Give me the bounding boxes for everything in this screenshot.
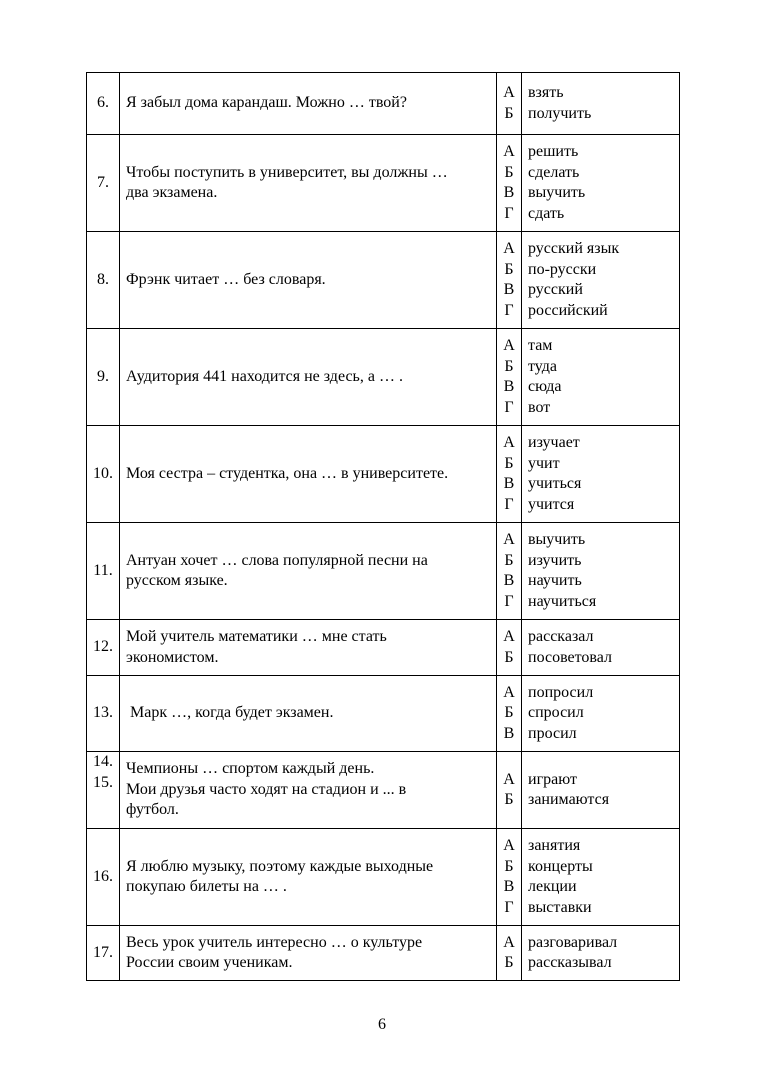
question-text-line: Весь урок учитель интересно … о культуре (126, 933, 423, 951)
answer-option: учится (528, 495, 575, 513)
option-letter: А (503, 837, 515, 854)
answer-option: сдать (528, 204, 565, 222)
option-letter: В (503, 281, 515, 298)
option-letter: А (503, 628, 515, 645)
option-letter: А (503, 240, 515, 257)
answer-option: играют (528, 770, 577, 788)
option-letters-cell (497, 329, 522, 426)
question-row (87, 232, 680, 329)
question-number: 11. (93, 561, 113, 579)
page-number: 6 (378, 1016, 386, 1033)
option-letter: Г (504, 495, 514, 513)
question-text-cell (120, 926, 497, 981)
option-letter: Г (504, 398, 514, 416)
question-number: 7. (97, 173, 109, 191)
option-letter: Г (504, 592, 514, 610)
question-text-line: Чтобы поступить в университет, вы должны … (126, 163, 448, 181)
question-text-cell (120, 232, 497, 329)
option-letter: Б (504, 357, 514, 375)
question-text-line: Мои друзья часто ходят на стадион и ... в (126, 780, 407, 798)
question-number: 16. (93, 867, 113, 885)
option-letter: Б (504, 163, 514, 181)
question-number-cell (87, 926, 120, 981)
option-letters-cell (497, 232, 522, 329)
answer-option: научиться (528, 592, 597, 610)
question-number: 14. (93, 753, 113, 770)
question-number: 6. (97, 94, 109, 112)
question-text-line: два экзамена. (126, 184, 218, 201)
answer-option: изучить (528, 551, 582, 569)
question-text-cell (120, 426, 497, 523)
option-letter: А (503, 770, 515, 788)
answer-option: рассказывал (528, 954, 612, 971)
answer-option: там (528, 337, 553, 354)
test-rows (87, 73, 680, 981)
question-text-cell (120, 523, 497, 620)
answer-option: разговаривал (528, 933, 618, 951)
option-letters-cell (497, 426, 522, 523)
question-text-line: Я забыл дома карандаш. Можно … твой? (126, 94, 407, 112)
answer-option: выучить (528, 184, 586, 201)
answer-options-cell (522, 135, 680, 232)
option-letter: В (503, 475, 515, 492)
answer-option: сюда (528, 378, 562, 395)
answer-option: взять (528, 84, 564, 101)
question-text-line: России своим ученикам. (126, 954, 293, 971)
option-letters-cell (497, 752, 522, 829)
answer-option: русский (528, 281, 583, 298)
question-text-line: Моя сестра – студентка, она … в университете. (126, 464, 449, 482)
option-letters-cell (497, 926, 522, 981)
answer-option: концерты (528, 857, 593, 875)
answer-option: спросил (528, 704, 584, 722)
option-letter: А (503, 434, 515, 451)
answer-options-cell (522, 523, 680, 620)
question-text-line: Аудитория 441 находится не здесь, а … . (126, 367, 403, 385)
question-text-line: экономистом. (126, 648, 219, 666)
question-text-line: Фрэнк читает … без словаря. (126, 270, 326, 288)
answer-option: выучить (528, 531, 586, 548)
option-letter: Б (504, 704, 514, 722)
question-number-cell (87, 135, 120, 232)
option-letter: Б (504, 260, 514, 278)
question-number-cell (87, 829, 120, 926)
answer-option: просил (528, 724, 577, 742)
option-letters-cell (497, 523, 522, 620)
question-number-cell (87, 232, 120, 329)
question-number-cell (87, 523, 120, 620)
answer-option: изучает (528, 434, 580, 451)
option-letter: В (503, 572, 515, 589)
option-letters-cell (497, 620, 522, 676)
answer-options-cell (522, 752, 680, 829)
question-row (87, 73, 680, 135)
question-number: 8. (97, 270, 109, 288)
answer-option: сделать (528, 163, 580, 181)
question-text-cell (120, 329, 497, 426)
question-row (87, 752, 680, 829)
question-number: 17. (93, 943, 113, 961)
question-row (87, 523, 680, 620)
option-letters-cell (497, 829, 522, 926)
question-row (87, 926, 680, 981)
question-text-line: русском языке. (126, 572, 228, 589)
answer-option: занимаются (528, 791, 610, 808)
question-text-line: Мой учитель математики … мне стать (126, 628, 387, 645)
answer-option: посоветовал (528, 648, 612, 666)
option-letter: А (503, 84, 515, 101)
answer-options-cell (522, 232, 680, 329)
option-letter: В (503, 724, 515, 742)
question-row (87, 620, 680, 676)
answer-option: решить (528, 143, 579, 160)
question-number-cell (87, 329, 120, 426)
question-text-line: футбол. (126, 801, 179, 819)
option-letter: А (503, 143, 515, 160)
question-text-line: покупаю билеты на … . (126, 878, 287, 895)
question-number: 13. (93, 704, 113, 722)
answer-option: вот (528, 398, 551, 416)
question-text-line: Антуан хочет … слова популярной песни на (126, 551, 428, 569)
question-number: 15. (93, 773, 113, 791)
answer-option: попросил (528, 683, 594, 701)
answer-option: рассказал (528, 628, 594, 645)
question-number-cell (87, 426, 120, 523)
answer-option: лекции (528, 878, 577, 895)
option-letter: Б (504, 791, 514, 808)
answer-option: российский (528, 301, 608, 319)
answer-option: научить (528, 572, 582, 589)
question-number: 10. (93, 464, 113, 482)
answer-option: по-русски (528, 260, 597, 278)
option-letter: Б (504, 857, 514, 875)
answer-option: получить (528, 104, 592, 122)
answer-option: туда (528, 357, 558, 375)
question-row (87, 676, 680, 752)
answer-options-cell (522, 829, 680, 926)
question-row (87, 426, 680, 523)
answer-option: учит (528, 454, 560, 472)
answer-options-cell (522, 926, 680, 981)
option-letters-cell (497, 676, 522, 752)
question-text-cell (120, 620, 497, 676)
question-number: 12. (93, 638, 113, 656)
option-letter: А (503, 337, 515, 354)
question-text-cell (120, 752, 497, 829)
option-letter: В (503, 378, 515, 395)
answer-option: учиться (528, 475, 582, 492)
question-row (87, 329, 680, 426)
option-letter: В (503, 184, 515, 201)
option-letter: Г (504, 898, 514, 916)
option-letters-cell (497, 73, 522, 135)
option-letter: Б (504, 954, 514, 971)
question-number-cell (87, 73, 120, 135)
option-letter: А (503, 933, 515, 951)
option-letter: Г (504, 301, 514, 319)
answer-options-cell (522, 620, 680, 676)
question-row (87, 135, 680, 232)
option-letter: А (503, 683, 515, 701)
question-text-cell (120, 676, 497, 752)
question-text-cell (120, 73, 497, 135)
answer-options-cell (522, 329, 680, 426)
option-letter: Б (504, 104, 514, 122)
question-text-line: Я люблю музыку, поэтому каждые выходные (126, 857, 434, 875)
option-letter: А (503, 531, 515, 548)
answer-option: выставки (528, 898, 592, 916)
answer-options-cell (522, 426, 680, 523)
answer-option: занятия (528, 837, 581, 854)
answer-options-cell (522, 73, 680, 135)
question-number: 9. (97, 367, 109, 385)
option-letter: Б (504, 648, 514, 666)
question-text-line: Чемпионы … спортом каждый день. (126, 760, 375, 778)
option-letter: Г (504, 204, 514, 222)
question-text-line: Марк …, когда будет экзамен. (126, 704, 334, 722)
option-letter: Б (504, 551, 514, 569)
question-text-cell (120, 135, 497, 232)
question-number-cell (87, 752, 120, 829)
question-number-cell (87, 620, 120, 676)
option-letters-cell (497, 135, 522, 232)
question-text-cell (120, 829, 497, 926)
test-table (86, 72, 680, 981)
answer-options-cell (522, 676, 680, 752)
question-number-cell (87, 676, 120, 752)
answer-option: русский язык (528, 240, 620, 257)
option-letter: В (503, 878, 515, 895)
option-letter: Б (504, 454, 514, 472)
question-row (87, 829, 680, 926)
